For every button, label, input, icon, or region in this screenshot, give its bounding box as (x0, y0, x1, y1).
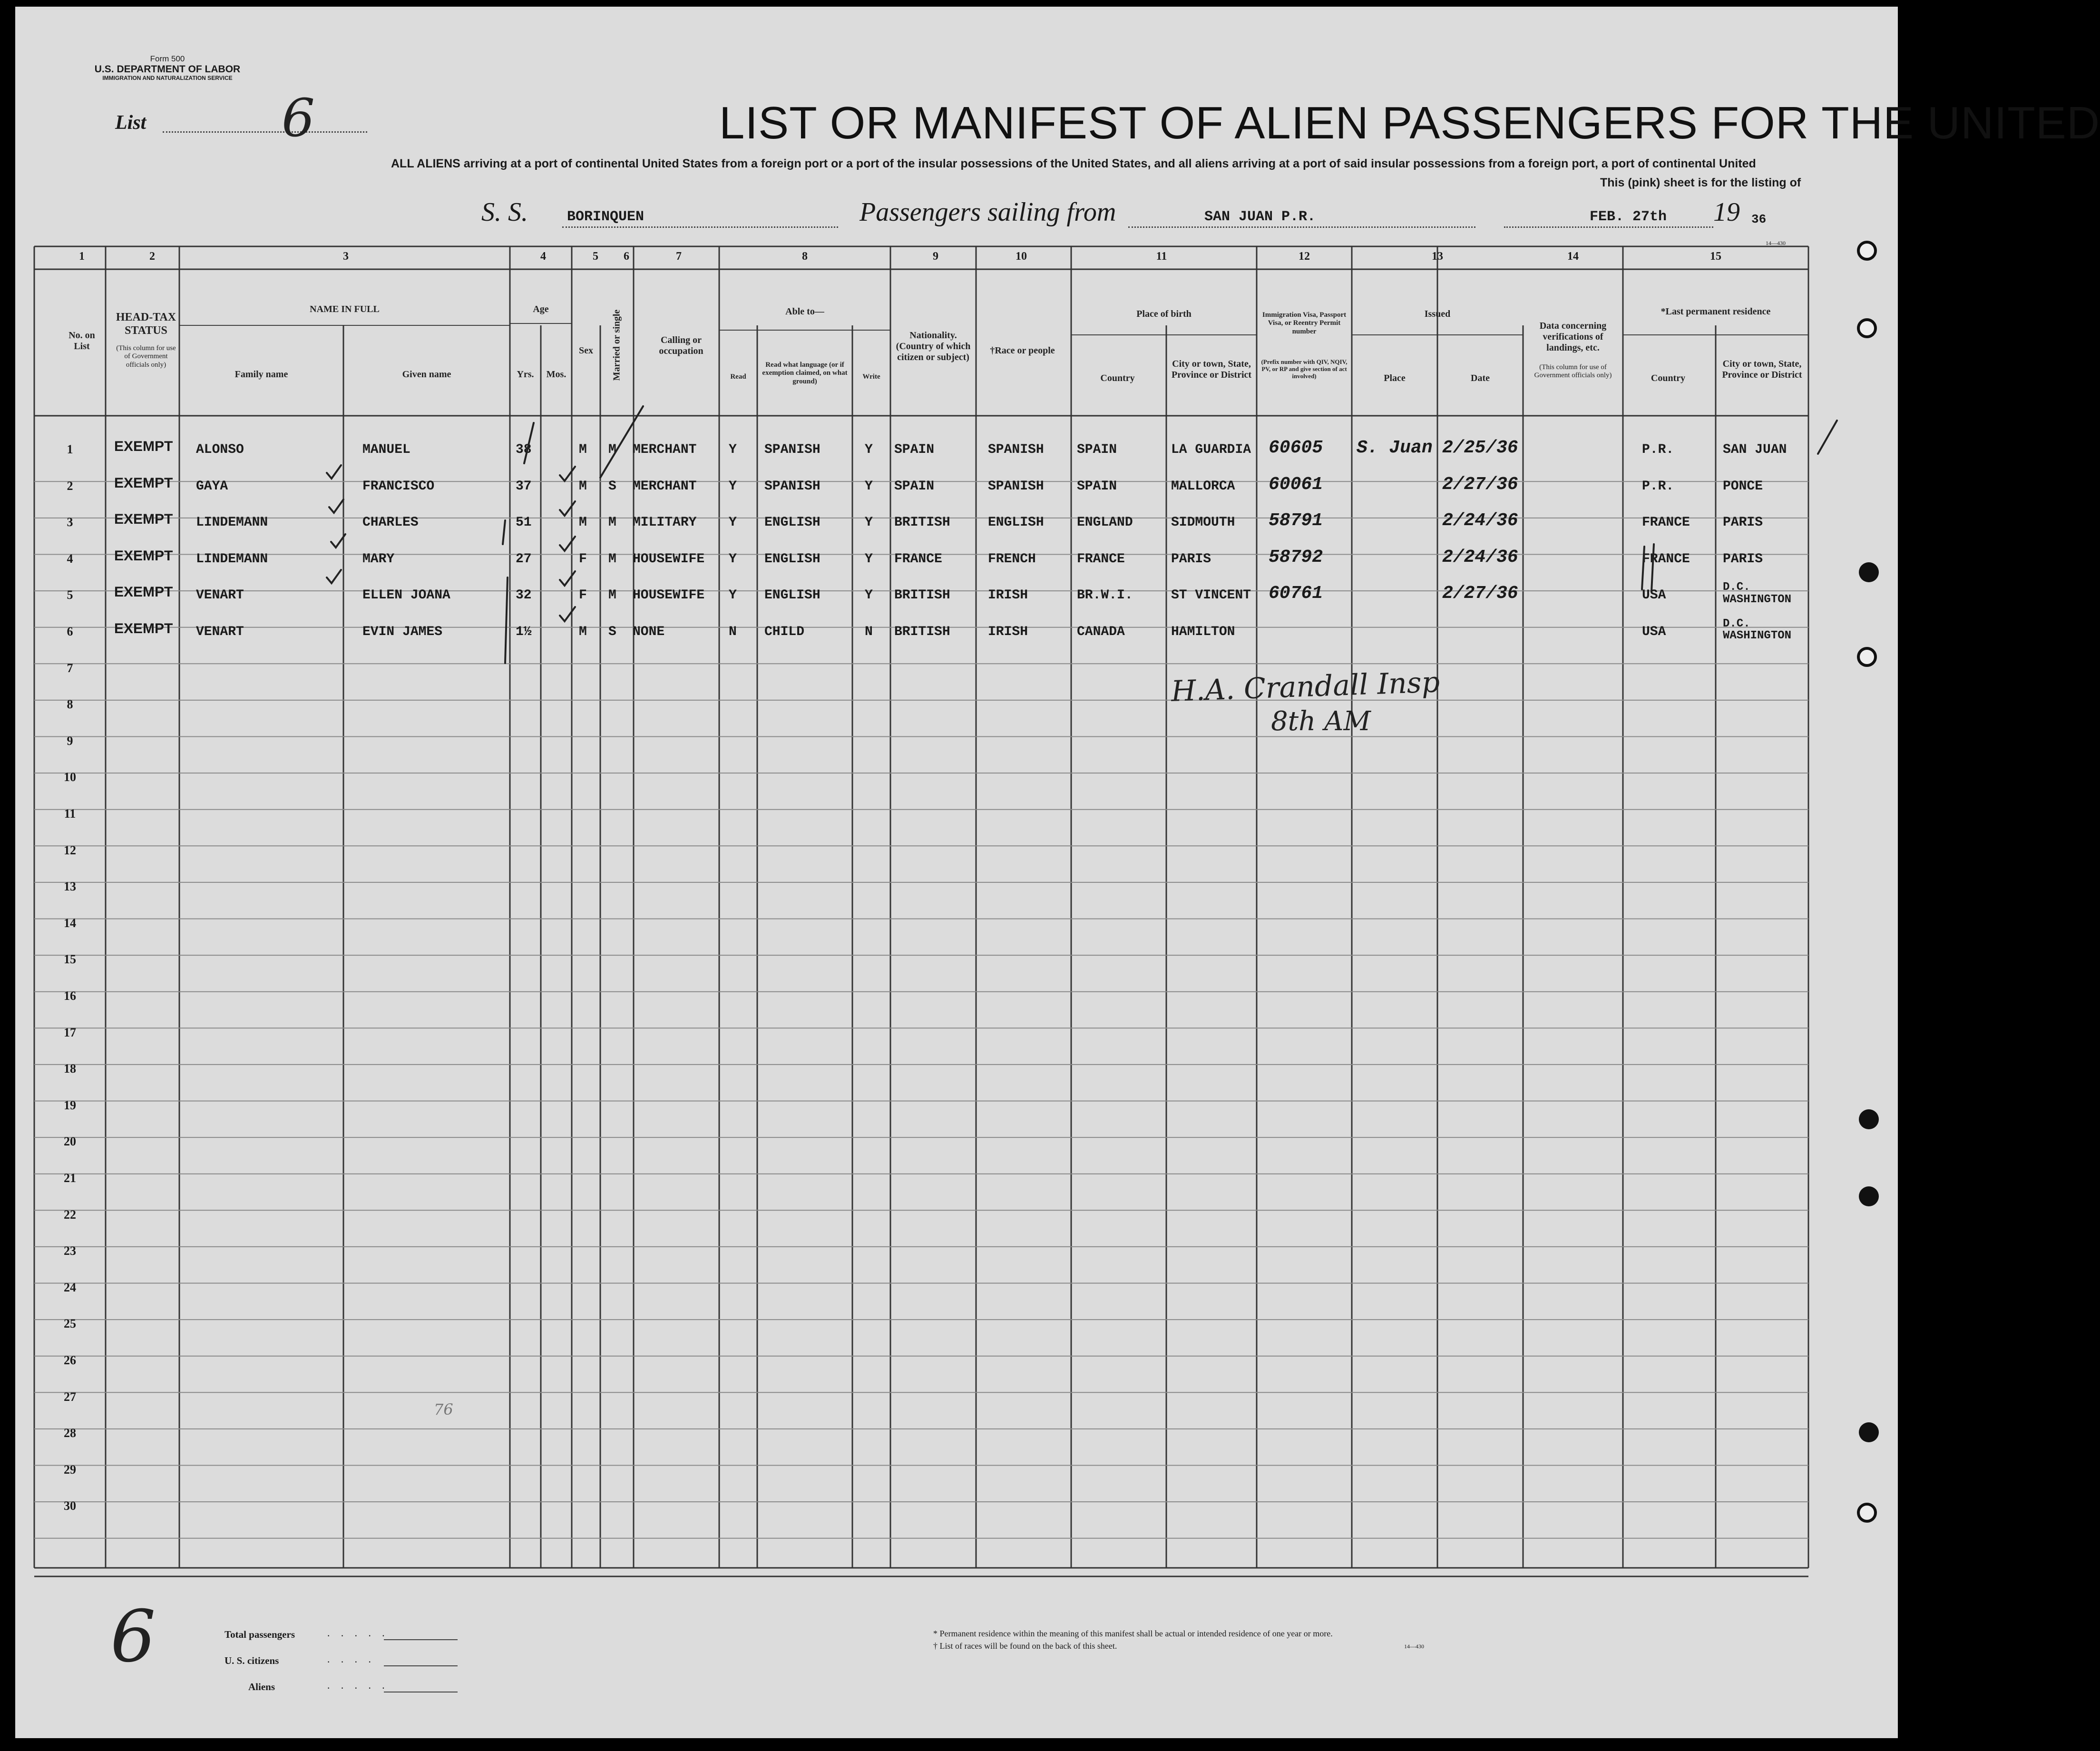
birth-country-cell: SPAIN (1077, 442, 1117, 457)
col-number-13: 13 (1432, 250, 1443, 263)
sailing-date: FEB. 27th (1590, 209, 1667, 225)
row-number: 17 (64, 1025, 76, 1039)
punch-hole (1859, 1422, 1879, 1442)
nationality-cell: BRITISH (894, 515, 950, 530)
header-verifications: Data concerning verifications of landings, etc. (1539, 321, 1607, 353)
row-number: 12 (64, 843, 76, 857)
row-number: 19 (64, 1098, 76, 1112)
header-age: Age (533, 304, 549, 314)
birth-city-cell: SIDMOUTH (1171, 515, 1235, 530)
header-visa-note: (Prefix number with QIV, NQIV, PV, or RP and give section of act involved) (1261, 358, 1348, 380)
write-cell: Y (865, 588, 873, 603)
given-name-cell: EVIN JAMES (362, 625, 443, 639)
col-number-2: 2 (149, 250, 155, 263)
occupation-cell: HOUSEWIFE (633, 551, 705, 567)
language-cell: ENGLISH (764, 551, 820, 567)
nationality-cell: SPAIN (894, 479, 935, 494)
header-sex: Sex (579, 345, 593, 356)
birth-city-cell: PARIS (1171, 551, 1211, 567)
read-cell: Y (729, 515, 737, 530)
sailing-label: Passengers sailing from (860, 197, 1116, 227)
col-number-11: 11 (1156, 250, 1167, 263)
occupation-cell: NONE (633, 625, 665, 639)
sex-cell: M (579, 515, 587, 530)
issued-date-cell: 2/27/36 (1442, 583, 1518, 604)
residence-country-cell: FRANCE (1642, 551, 1690, 567)
header-birth-city: City or town, State, Province or District (1171, 359, 1252, 380)
row-number: 28 (64, 1426, 76, 1440)
status-cell: EXEMPT (114, 475, 173, 491)
given-name-cell: ELLEN JOANA (362, 588, 450, 603)
header-no-on-list: No. on List (68, 330, 95, 352)
service-name: IMMIGRATION AND NATURALIZATION SERVICE (102, 74, 233, 81)
age-cell: 37 (516, 479, 532, 494)
race-cell: IRISH (988, 588, 1028, 603)
form-number: Form 500 (150, 54, 185, 63)
age-cell: 1½ (516, 625, 532, 639)
sex-cell: F (579, 588, 587, 603)
col-number-1: 1 (79, 250, 85, 263)
race-cell: SPANISH (988, 442, 1044, 457)
issued-date-cell: 2/27/36 (1442, 474, 1518, 495)
footer-code: 14—430 (1404, 1643, 1424, 1650)
year-prefix: 19 (1713, 197, 1740, 227)
married-cell: S (608, 625, 616, 639)
status-cell: EXEMPT (114, 548, 173, 564)
header-race: †Race or people (990, 345, 1055, 356)
residence-country-cell: USA (1642, 625, 1666, 639)
header-residence-city: City or town, State, Province or District (1722, 359, 1802, 380)
footer-aliens-dots: · · · · · (327, 1682, 389, 1694)
header-read: Read (730, 373, 746, 381)
family-name-cell: GAYA (196, 479, 228, 494)
age-cell: 51 (516, 515, 532, 530)
corner-code: 14—430 (1766, 240, 1786, 246)
nationality-cell: SPAIN (894, 442, 935, 457)
footer-citizens-label: U. S. citizens (225, 1655, 279, 1666)
header-visa: Immigration Visa, Passport Visa, or Reentry Permit number (1262, 311, 1347, 335)
row-number: 7 (67, 661, 73, 675)
race-cell: SPANISH (988, 479, 1044, 494)
residence-city-cell: PARIS (1723, 515, 1763, 530)
header-issued-date: Date (1471, 373, 1490, 383)
family-name-cell: VENART (196, 625, 244, 639)
status-cell: EXEMPT (114, 511, 173, 528)
header-calling: Calling or occupation (659, 335, 703, 356)
inspector-signature: H.A. Crandall Insp (1170, 665, 1441, 708)
col-number-9: 9 (933, 250, 938, 263)
language-cell: SPANISH (764, 442, 820, 457)
header-read-language: Read what language (or if exemption claimed, on what ground) (762, 361, 848, 385)
header-verifications-note: (This column for use of Government officials only) (1534, 363, 1612, 380)
row-number: 4 (67, 551, 73, 566)
row-number: 16 (64, 989, 76, 1003)
list-label: List (115, 112, 147, 134)
write-cell: Y (865, 479, 873, 494)
language-cell: CHILD (764, 625, 805, 639)
subtitle-line-2: This (pink) sheet is for the listing of (1600, 176, 1801, 189)
status-cell: EXEMPT (114, 621, 173, 636)
header-last-residence: *Last permanent residence (1660, 306, 1771, 317)
row-number: 3 (67, 515, 73, 529)
row-number: 18 (64, 1062, 76, 1076)
issued-date-cell: 2/24/36 (1442, 547, 1518, 567)
header-age-yrs: Yrs. (517, 369, 534, 380)
occupation-cell: HOUSEWIFE (633, 588, 705, 603)
age-cell: 32 (516, 588, 532, 603)
footer-citizens-line (384, 1665, 458, 1666)
col-number-5: 5 (593, 250, 598, 263)
row-number: 23 (64, 1244, 76, 1258)
header-given-name: Given name (402, 369, 451, 380)
row-number: 5 (67, 588, 73, 602)
residence-city-cell: SAN JUAN (1723, 442, 1787, 457)
read-cell: Y (729, 442, 737, 457)
married-cell: S (608, 479, 616, 494)
row-number: 29 (64, 1462, 76, 1477)
row-number: 9 (67, 734, 73, 748)
punch-hole (1859, 1186, 1879, 1206)
issued-date-cell: 2/25/36 (1442, 438, 1518, 458)
birth-city-cell: MALLORCA (1171, 479, 1235, 494)
col-number-6: 6 (624, 250, 629, 263)
visa-cell: 60761 (1269, 583, 1323, 604)
inspector-signature-2: 8th AM (1271, 706, 1371, 737)
read-cell: Y (729, 588, 737, 603)
status-cell: EXEMPT (114, 584, 173, 600)
page-title: LIST OR MANIFEST OF ALIEN PASSENGERS FOR THE UNITED (719, 98, 2100, 148)
race-cell: IRISH (988, 625, 1028, 639)
header-married: Married or single (611, 309, 622, 381)
punch-hole (1859, 562, 1879, 582)
header-place-of-birth: Place of birth (1136, 309, 1192, 319)
col-number-4: 4 (540, 250, 546, 263)
birth-country-cell: FRANCE (1077, 551, 1125, 567)
residence-country-cell: P.R. (1642, 442, 1674, 457)
nationality-cell: BRITISH (894, 588, 950, 603)
footer-citizens-dots: · · · · (327, 1656, 375, 1668)
married-cell: M (608, 442, 616, 457)
punch-hole (1857, 647, 1877, 667)
given-name-cell: MANUEL (362, 442, 410, 457)
residence-country-cell: P.R. (1642, 479, 1674, 494)
read-cell: Y (729, 551, 737, 567)
issued-date-cell: 2/24/36 (1442, 510, 1518, 531)
col-number-12: 12 (1299, 250, 1310, 263)
family-name-cell: ALONSO (196, 442, 244, 457)
col-number-15: 15 (1710, 250, 1721, 263)
port-name: SAN JUAN P.R. (1204, 209, 1316, 225)
footnote-races: † List of races will be found on the back of this sheet. (933, 1641, 1117, 1651)
col-number-7: 7 (676, 250, 682, 263)
birth-city-cell: HAMILTON (1171, 625, 1235, 639)
write-cell: N (865, 625, 873, 639)
department-name: U.S. DEPARTMENT OF LABOR (94, 63, 241, 75)
row-number: 22 (64, 1207, 76, 1222)
write-cell: Y (865, 442, 873, 457)
row-number: 8 (67, 697, 73, 712)
ship-label: S. S. (481, 197, 528, 227)
row-number: 15 (64, 952, 76, 967)
issued-place-cell: S. Juan (1357, 438, 1433, 458)
ship-name: BORINQUEN (567, 209, 645, 225)
sex-cell: M (579, 442, 587, 457)
footer-total-label: Total passengers (225, 1629, 295, 1640)
row-number: 2 (67, 479, 73, 493)
residence-country-cell: FRANCE (1642, 515, 1690, 530)
occupation-cell: MILITARY (633, 515, 697, 530)
visa-cell: 60605 (1269, 438, 1323, 458)
row-number: 27 (64, 1389, 76, 1404)
handwritten-marks (15, 7, 1898, 1738)
row-number: 6 (67, 625, 73, 638)
col-number-14: 14 (1567, 250, 1579, 263)
married-cell: M (608, 515, 616, 530)
header-birth-country: Country (1100, 373, 1135, 383)
birth-city-cell: ST VINCENT (1171, 588, 1251, 603)
header-residence-country: Country (1651, 373, 1686, 383)
residence-city-cell: PONCE (1723, 479, 1763, 494)
footnote-residence: * Permanent residence within the meaning of this manifest shall be actual or intended residence of one year or more. (933, 1629, 1333, 1638)
subtitle-line-1: ALL ALIENS arriving at a port of continental United States from a foreign port or a port of the insular possessions of the United States, and all aliens arriving at a port of said insular possessions from a foreign port, a port of continental United (391, 157, 1756, 170)
header-nationality: Nationality. (Country of which citizen or subject) (896, 330, 971, 362)
row-number: 14 (64, 916, 76, 930)
family-name-cell: VENART (196, 588, 244, 603)
status-cell: EXEMPT (114, 439, 173, 454)
occupation-cell: MERCHANT (633, 479, 697, 494)
race-cell: ENGLISH (988, 515, 1044, 530)
residence-city-cell: D.C. WASHINGTON (1723, 617, 1792, 643)
race-cell: FRENCH (988, 551, 1036, 567)
married-cell: M (608, 588, 616, 603)
punch-hole (1859, 1109, 1879, 1129)
punch-hole (1857, 241, 1877, 261)
read-cell: Y (729, 479, 737, 494)
header-head-tax: HEAD-TAX STATUS (116, 311, 176, 337)
footer-total-dots: · · · · · (327, 1630, 389, 1642)
nationality-cell: FRANCE (894, 551, 942, 567)
punch-hole (1857, 318, 1877, 338)
col-number-10: 10 (1016, 250, 1027, 263)
residence-city-cell: PARIS (1723, 551, 1763, 567)
manifest-sheet (15, 7, 2100, 1738)
header-able-to: Able to— (785, 306, 824, 317)
header-age-mos: Mos. (546, 369, 567, 380)
header-write: Write (862, 373, 880, 381)
birth-country-cell: CANADA (1077, 625, 1125, 639)
sex-cell: M (579, 625, 587, 639)
col-number-3: 3 (343, 250, 349, 263)
family-name-cell: LINDEMANN (196, 515, 268, 530)
page-mark: 76 (434, 1400, 453, 1418)
row-number: 13 (64, 880, 76, 894)
header-issued: Issued (1424, 309, 1451, 319)
birth-country-cell: SPAIN (1077, 479, 1117, 494)
list-number: 6 (282, 88, 315, 148)
row-number: 21 (64, 1171, 76, 1185)
given-name-cell: MARY (362, 551, 395, 567)
family-name-cell: LINDEMANN (196, 551, 268, 567)
row-number: 24 (64, 1280, 76, 1294)
header-name-in-full: NAME IN FULL (310, 304, 380, 314)
birth-country-cell: BR.W.I. (1077, 588, 1133, 603)
punch-hole (1857, 1503, 1877, 1523)
header-family-name: Family name (234, 369, 288, 380)
visa-cell: 60061 (1269, 474, 1323, 495)
row-number: 20 (64, 1135, 76, 1149)
year-suffix: 36 (1751, 212, 1767, 226)
col-number-8: 8 (802, 250, 808, 263)
occupation-cell: MERCHANT (633, 442, 697, 457)
visa-cell: 58791 (1269, 510, 1323, 531)
row-number: 30 (64, 1499, 76, 1513)
given-name-cell: CHARLES (362, 515, 419, 530)
footer-total-line (384, 1639, 458, 1640)
language-cell: ENGLISH (764, 588, 820, 603)
residence-country-cell: USA (1642, 588, 1666, 603)
given-name-cell: FRANCISCO (362, 479, 435, 494)
sex-cell: M (579, 479, 587, 494)
birth-city-cell: LA GUARDIA (1171, 442, 1251, 457)
row-number: 26 (64, 1353, 76, 1367)
header-head-tax-note: (This column for use of Government officials only) (116, 344, 176, 369)
age-cell: 38 (516, 442, 532, 457)
header-issued-place: Place (1384, 373, 1406, 383)
nationality-cell: BRITISH (894, 625, 950, 639)
footer-aliens-label: Aliens (248, 1681, 275, 1692)
age-cell: 27 (516, 551, 532, 567)
write-cell: Y (865, 551, 873, 567)
language-cell: ENGLISH (764, 515, 820, 530)
birth-country-cell: ENGLAND (1077, 515, 1133, 530)
visa-cell: 58792 (1269, 547, 1323, 567)
row-number: 1 (67, 442, 73, 456)
row-number: 25 (64, 1317, 76, 1331)
row-number: 10 (64, 770, 76, 784)
residence-city-cell: D.C. WASHINGTON (1723, 581, 1792, 606)
married-cell: M (608, 551, 616, 567)
row-number: 11 (64, 807, 76, 821)
read-cell: N (729, 625, 737, 639)
language-cell: SPANISH (764, 479, 820, 494)
side-list-number: 6 (110, 1595, 156, 1678)
write-cell: Y (865, 515, 873, 530)
sex-cell: F (579, 551, 587, 567)
